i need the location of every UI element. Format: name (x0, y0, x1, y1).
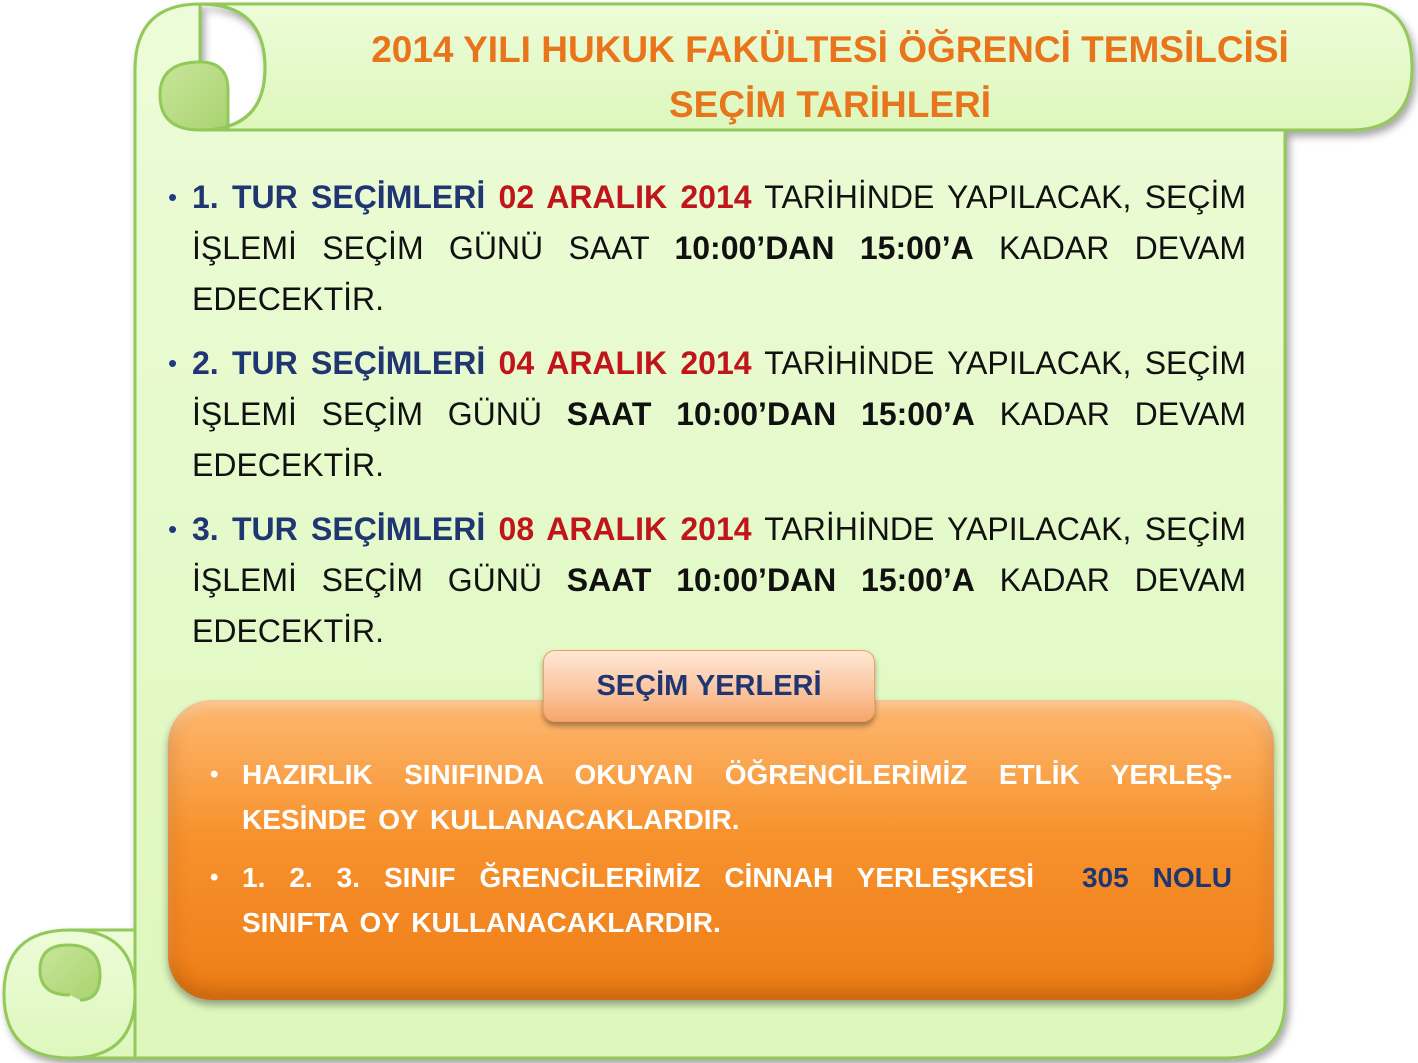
bottom-curl (40, 945, 100, 1000)
round-date: 08 ARALIK 2014 (498, 511, 752, 547)
round-text-1: TARİHİNDE YAPILACAK, SEÇİM İŞLEMİ SEÇİM GÜNÜ (192, 345, 1247, 432)
bullet-icon: • (210, 761, 219, 788)
round-text-2: KADAR DEVAM EDECEKTİR. (192, 562, 1247, 649)
round-time: SAAT 10:00’DAN 15:00’A (566, 562, 975, 598)
place-text: 1. 2. 3. SINIF ĞRENCİLERİMİZ CİNNAH YERLEŞKESİ (242, 862, 1035, 893)
round-label: 1. TUR SEÇİMLERİ (192, 179, 486, 215)
place-item-classes (210, 855, 1232, 945)
round-date: 02 ARALIK 2014 (498, 179, 752, 215)
round-2-item (168, 338, 1246, 491)
voting-places-heading: SEÇİM YERLERİ (543, 650, 875, 722)
round-1-item (168, 172, 1246, 325)
round-label: 3. TUR SEÇİMLERİ (192, 511, 486, 547)
round-text-2: KADAR DEVAM EDECEKTİR. (192, 230, 1247, 317)
title-line-2: SEÇİM TARİHLERİ (668, 84, 992, 125)
bullet-icon: • (168, 348, 178, 378)
round-date: 04 ARALIK 2014 (498, 345, 752, 381)
bullet-icon: • (210, 864, 219, 891)
title-line-1: 2014 YILI HUKUK FAKÜLTESİ ÖĞRENCİ TEMSİLCİSİ (371, 29, 1289, 70)
round-text-1: TARİHİNDE YAPILACAK, SEÇİM İŞLEMİ SEÇİM GÜNÜ (192, 511, 1247, 598)
top-curl (160, 62, 228, 130)
round-text-2: KADAR DEVAM EDECEKTİR. (192, 396, 1247, 483)
election-rounds-list (168, 172, 1246, 670)
voting-places-list (210, 752, 1232, 958)
place-text: HAZIRLIK SINIFINDA OKUYAN ÖĞRENCİLERİMİZ ETLİK YERLEŞ-KESİNDE OY KULLANACAKLARDIR. (242, 759, 1232, 835)
place-room: 305 NOLU (1081, 862, 1232, 893)
place-text-end: SINIFTA OY KULLANACAKLARDIR. (242, 907, 721, 938)
round-text-1: TARİHİNDE YAPILACAK, SEÇİM İŞLEMİ SEÇİM GÜNÜ SAAT (192, 179, 1247, 266)
bullet-icon: • (168, 514, 178, 544)
round-time: 10:00’DAN 15:00’A (674, 230, 974, 266)
round-label: 2. TUR SEÇİMLERİ (192, 345, 486, 381)
round-time: SAAT 10:00’DAN 15:00’A (566, 396, 975, 432)
page-title (290, 22, 1370, 132)
bullet-icon: • (168, 182, 178, 212)
round-3-item (168, 504, 1246, 657)
place-item-prep (210, 752, 1232, 842)
